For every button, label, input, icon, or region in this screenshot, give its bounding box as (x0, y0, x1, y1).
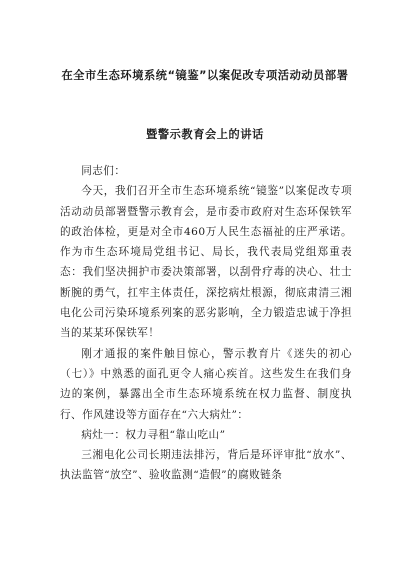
paragraph-issue-1: 三湘电化公司长期违法排污，背后是环评审批“放水”、执法监管“放空”、验收监测“造假”的腐败链条 (60, 449, 352, 482)
section-heading-issue-1: 病灶一：权力寻租“靠山吃山” (81, 428, 226, 441)
document-title-line-1: 在全市生态环境系统“镜鉴”以案促改专项活动动员部署 (61, 69, 349, 82)
paragraph-warning: 刚才通报的案件触目惊心，警示教育片《迷失的初心（七）》中熟悉的面孔更令人痛心疾首。这些发生在我们身边的案例，暴露出全市生态环境系统在权力监督、制度执行、作风建设等方面存在“六大病灶”： (60, 347, 352, 421)
document-body (60, 161, 352, 486)
document-title-line-2: 暨警示教育会上的讲话 (146, 128, 264, 141)
salutation: 同志们： (81, 165, 126, 177)
paragraph-opening: 今天，我们召开全市生态环境系统“镜鉴”以案促改专项活动动员部署暨警示教育会，是市委市政府对生态环保铁军的政治体检，更是对全市460万人民生态福祉的庄严承诺。作为市生态环境局党组书记、局长，我代表局党组郑重表态：我们坚决拥护市委决策部署，以刮骨疗毒的决心、壮士断腕的勇气，扛牢主体责任，深挖病灶根源，彻底肃清三湘电化公司污染环境系列案的恶劣影响，全力锻造忠诚于净担当的某某环保铁军！ (60, 185, 352, 340)
